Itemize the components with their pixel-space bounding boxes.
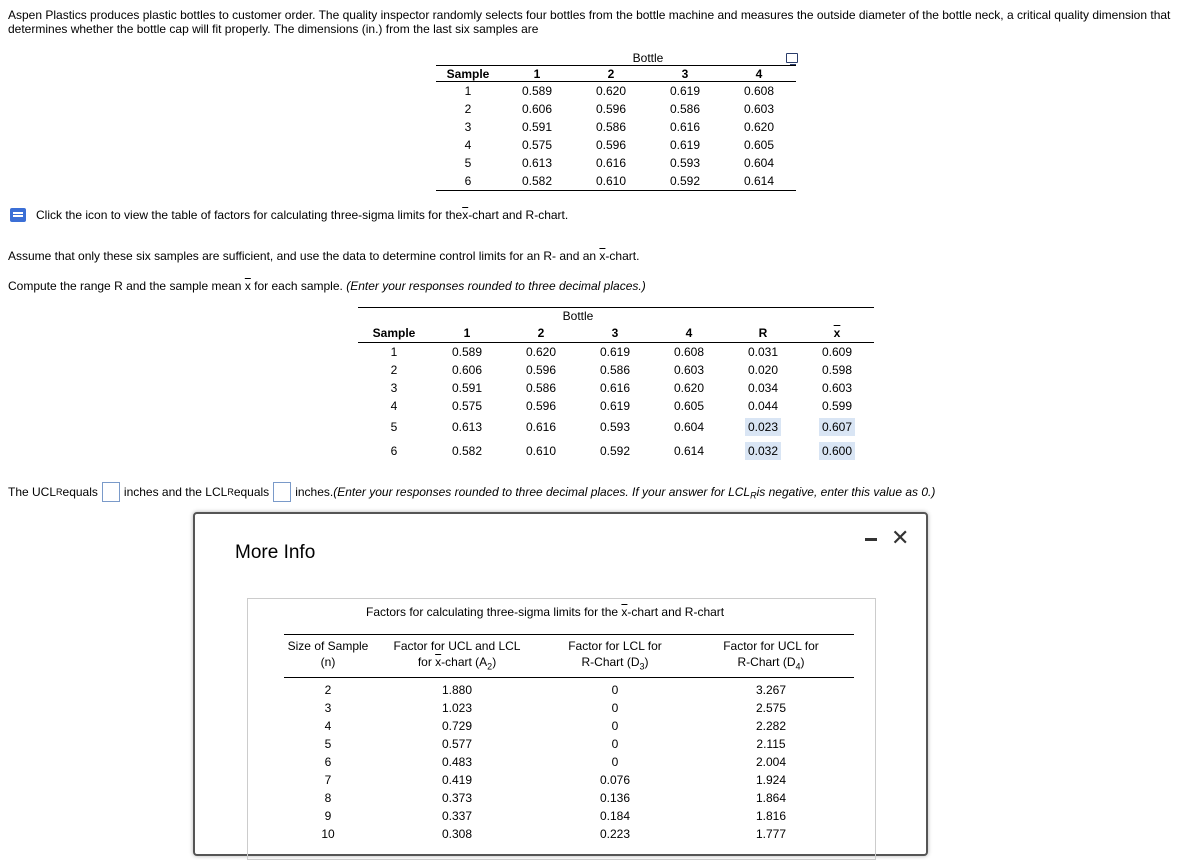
instruction-note: (Enter your responses rounded to three decimal places. If your answer for LCL (333, 485, 751, 499)
inches-text: inches. (295, 485, 334, 499)
factors-title-after: -chart and R-chart (627, 605, 725, 619)
cell: 2.575 (755, 701, 787, 716)
mean-value: 0.598 (821, 363, 853, 377)
header-text: (n) (320, 655, 336, 669)
header-text: ) (492, 655, 497, 669)
cell: 0.308 (441, 827, 473, 842)
cell: 3 (390, 381, 398, 395)
cell: 1 (390, 345, 398, 359)
table-row (436, 118, 796, 136)
cell: 0.586 (525, 381, 557, 395)
xbar-symbol: $\overline{x}$ (244, 279, 251, 293)
table-row (358, 361, 874, 379)
cell: 4 (464, 138, 472, 152)
cell: 0.619 (669, 84, 701, 98)
table-row (284, 699, 854, 717)
col-header: 4 (652, 324, 726, 343)
cell: 0.184 (599, 809, 631, 824)
cell: 0.591 (521, 120, 553, 134)
cell: 0.596 (525, 363, 557, 377)
col-header: 1 (500, 66, 574, 82)
factors-info-line (10, 208, 568, 222)
problem-intro: Aspen Plastics produces plastic bottles to customer order. The quality inspector randomly selects four bottles from the bottle machine and measures the outside diameter of the bottle neck, a critical quality dimension that determines whether the bottle cap will fit properly. The dimensions (in.) from the last six samples are (8, 8, 1171, 36)
cell: 0 (611, 737, 619, 752)
cell: 0.596 (525, 399, 557, 413)
xbar-symbol: $\overline{x}$ (599, 249, 606, 263)
cell: 0.604 (743, 156, 775, 170)
table-row (284, 807, 854, 825)
cell: 2 (464, 102, 472, 116)
col-header: 4 (722, 66, 796, 82)
cell: 3.267 (755, 683, 787, 698)
cell: 6 (324, 755, 332, 770)
cell: 0.483 (441, 755, 473, 770)
cell: 0.619 (599, 399, 631, 413)
ucl-label: The UCL (8, 485, 57, 499)
close-icon[interactable]: ✕ (891, 525, 910, 550)
range-value: 0.044 (747, 399, 779, 413)
cell: 0.076 (599, 773, 631, 788)
table-row (358, 379, 874, 397)
cell: 0.616 (525, 420, 557, 434)
cell: 0 (611, 683, 619, 698)
cell: 3 (464, 120, 472, 134)
col-header: 3 (578, 324, 652, 343)
cell: 0.582 (500, 172, 574, 191)
table-row (436, 136, 796, 154)
cell: 0.620 (743, 120, 775, 134)
sub-r: R (56, 487, 63, 497)
compute-mid: for each sample. (250, 279, 347, 293)
cell: 1.816 (755, 809, 787, 824)
mean-value: 0.609 (821, 345, 853, 359)
cell: 0.605 (673, 399, 705, 413)
compute-note: (Enter your responses rounded to three decimal places.) (346, 279, 646, 293)
cell: 5 (324, 737, 332, 752)
cell: 0.613 (451, 420, 483, 434)
equals-text: equals (62, 485, 98, 499)
mean-value: 0.603 (821, 381, 853, 395)
cell: 0.593 (669, 156, 701, 170)
range-value: 0.020 (747, 363, 779, 377)
header-text: R-Chart (D (581, 655, 640, 669)
table-row (436, 100, 796, 118)
cell: 1.777 (755, 827, 787, 842)
sample-header: Sample (436, 66, 500, 82)
header-text: for (417, 655, 436, 669)
minimize-icon[interactable] (865, 538, 877, 541)
range-answer[interactable]: 0.023 (745, 418, 781, 436)
cell: 0.589 (451, 345, 483, 359)
header-text: Size of Sample (287, 639, 369, 653)
cell: 0.606 (451, 363, 483, 377)
cell: 4 (324, 719, 332, 734)
cell: 0.603 (673, 363, 705, 377)
cell: 0.591 (451, 381, 483, 395)
data-table (436, 50, 796, 191)
mean-answer[interactable]: 0.607 (819, 418, 855, 436)
col-header: 3 (648, 66, 722, 82)
range-answer[interactable]: 0.032 (745, 442, 781, 460)
cell: 0.608 (673, 345, 705, 359)
header-text: Factor for LCL for (568, 639, 662, 653)
cell: 2 (390, 363, 398, 377)
factors-panel (247, 598, 876, 860)
cell: 0 (611, 719, 619, 734)
cell: 0.605 (743, 138, 775, 152)
cell: 10 (321, 827, 335, 842)
instruction-note-end: is negative, enter this value as 0.) (756, 485, 936, 499)
cell: 0.616 (669, 120, 701, 134)
table-row (358, 415, 874, 439)
cell: 5 (390, 420, 398, 434)
table-row (358, 439, 874, 463)
lcl-label: inches and the LCL (123, 485, 228, 499)
cell: 0.586 (669, 102, 701, 116)
compute-before: Compute the range R and the sample mean (8, 279, 245, 293)
cell: 8 (324, 791, 332, 806)
table-row (358, 397, 874, 415)
cell: 0.575 (521, 138, 553, 152)
cell: 0.620 (595, 84, 627, 98)
cell: 2.282 (755, 719, 787, 734)
control-limits-question (8, 482, 935, 502)
range-header: R (726, 324, 800, 343)
range-value: 0.031 (747, 345, 779, 359)
sub-r: R (750, 490, 757, 501)
cell: 0.582 (451, 444, 483, 458)
header-d4 (688, 635, 854, 678)
xbar-symbol: $\overline{x}$ (462, 208, 469, 222)
header-sub: 4 (795, 661, 801, 672)
cell: 0.596 (595, 102, 627, 116)
cell: 0.604 (673, 420, 705, 434)
cell: 0.337 (441, 809, 473, 824)
cell: 0.586 (599, 363, 631, 377)
table-row (284, 678, 854, 700)
factors-title-before: Factors for calculating three-sigma limits for the (366, 605, 622, 619)
sub-r: R (227, 487, 234, 497)
cell: 0.616 (595, 156, 627, 170)
cell: 7 (324, 773, 332, 788)
factors-table (284, 634, 854, 843)
header-text: ) (800, 655, 805, 669)
cell: 2 (324, 683, 332, 698)
header-d3 (542, 635, 688, 678)
cell: 0.223 (599, 827, 631, 842)
header-sub: 2 (487, 661, 493, 672)
col-header: 2 (574, 66, 648, 82)
cell: 0.608 (743, 84, 775, 98)
sample-header: Sample (358, 324, 430, 343)
cell: 0 (611, 755, 619, 770)
cell: 4 (390, 399, 398, 413)
cell: 0.616 (599, 381, 631, 395)
cell: 0.373 (441, 791, 473, 806)
cell: 1.023 (441, 701, 473, 716)
header-text: ) (644, 655, 649, 669)
table-row (284, 771, 854, 789)
cell: 1.880 (441, 683, 473, 698)
table-row (358, 343, 874, 362)
cell: 0.596 (595, 138, 627, 152)
table-row (284, 789, 854, 807)
cell: 0.610 (525, 444, 557, 458)
table-row (284, 735, 854, 753)
cell: 0.593 (599, 420, 631, 434)
book-icon[interactable] (10, 208, 26, 222)
compute-instruction (8, 279, 646, 293)
factors-title (366, 605, 724, 619)
table-row (436, 82, 796, 101)
cell: 0.577 (441, 737, 473, 752)
mean-answer[interactable]: 0.600 (819, 442, 855, 460)
cell: 1.864 (755, 791, 787, 806)
range-value: 0.034 (747, 381, 779, 395)
info-text-after: -chart and R-chart. (468, 208, 569, 222)
cell: 2.115 (756, 737, 786, 752)
header-text: Factor for UCL and LCL (393, 639, 521, 653)
xbar-symbol: $\overline{x}$ (621, 605, 628, 619)
cell: 0.613 (521, 156, 553, 170)
info-text-before: Click the icon to view the table of factors for calculating three-sigma limits for the (36, 208, 463, 222)
mean-header: $\overline{x}$ (800, 324, 874, 343)
assume-text (8, 249, 639, 263)
cell: 0.419 (441, 773, 473, 788)
cell: 5 (464, 156, 472, 170)
cell: 0.614 (722, 172, 796, 191)
col-header: 1 (430, 324, 504, 343)
cell: 0.620 (673, 381, 705, 395)
header-a2 (372, 635, 542, 678)
cell: 0.586 (595, 120, 627, 134)
assume-after: -chart. (605, 249, 640, 263)
cell: 0.619 (599, 345, 631, 359)
cell: 6 (390, 444, 398, 458)
cell: 2.004 (755, 755, 787, 770)
header-text: R-Chart (D (737, 655, 796, 669)
assume-before: Assume that only these six samples are sufficient, and use the data to determine control limits for an R- and an (8, 249, 600, 263)
cell: 0 (611, 701, 619, 716)
header-text: -chart (A (441, 655, 488, 669)
lcl-r-input[interactable] (273, 482, 291, 502)
cell: 1 (464, 84, 472, 98)
cell: 0.606 (521, 102, 553, 116)
table-row (284, 753, 854, 771)
table-row (436, 154, 796, 172)
cell: 0.592 (648, 172, 722, 191)
xbar-symbol: $\overline{x}$ (435, 655, 442, 669)
header-sub: 3 (639, 661, 645, 672)
header-text: Factor for UCL for (723, 639, 819, 653)
cell: 0.614 (673, 444, 705, 458)
mean-value: 0.599 (821, 399, 853, 413)
table-row (284, 825, 854, 843)
table-row (284, 717, 854, 735)
cell: 0.136 (599, 791, 631, 806)
cell: 1.924 (755, 773, 787, 788)
cell: 0.619 (669, 138, 701, 152)
answer-table (358, 307, 874, 463)
cell: 0.592 (599, 444, 631, 458)
header-n (284, 635, 372, 678)
bottle-group-label: Bottle (562, 309, 594, 323)
cell: 3 (324, 701, 332, 716)
ucl-r-input[interactable] (102, 482, 120, 502)
cell: 0.575 (451, 399, 483, 413)
dialog-title: More Info (235, 542, 316, 563)
cell: 0.620 (525, 345, 557, 359)
col-header: 2 (504, 324, 578, 343)
cell: 9 (324, 809, 332, 824)
more-info-dialog (193, 512, 928, 856)
cell: 6 (436, 172, 500, 191)
cell: 0.589 (521, 84, 553, 98)
table-row (436, 172, 796, 191)
cell: 0.729 (441, 719, 473, 734)
equals-text: equals (233, 485, 270, 499)
bottle-group-label: Bottle (632, 50, 664, 65)
cell: 0.610 (574, 172, 648, 191)
cell: 0.603 (743, 102, 775, 116)
